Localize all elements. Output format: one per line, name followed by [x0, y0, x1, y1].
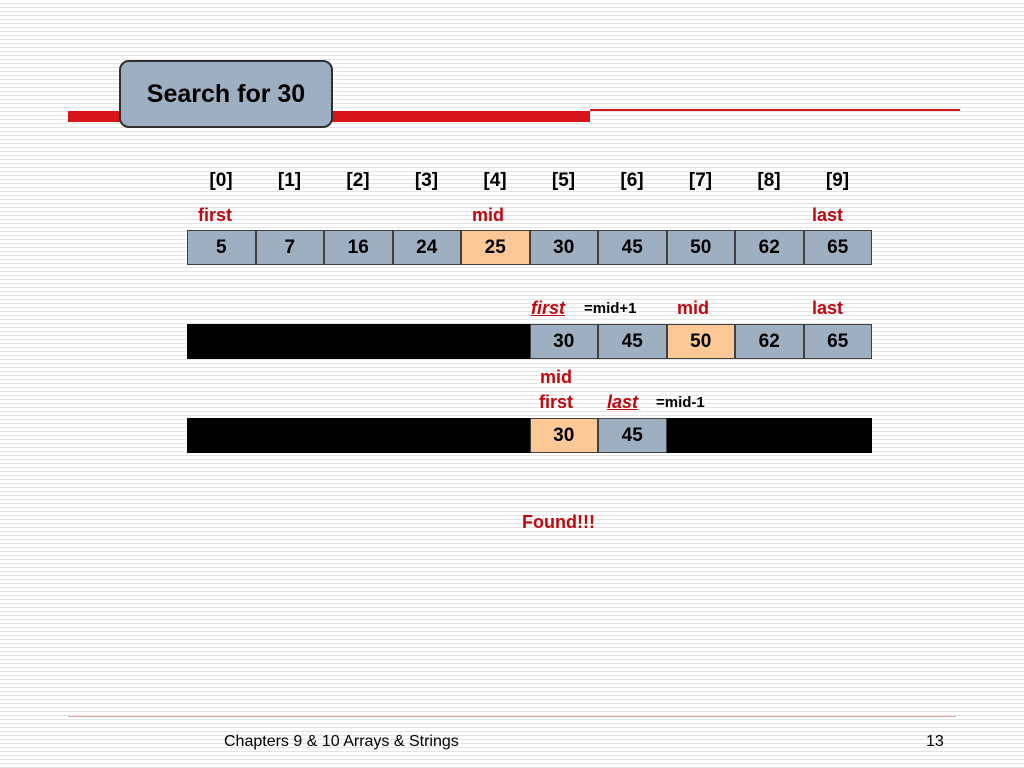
array-cell-eliminated [324, 418, 393, 453]
array-cell-eliminated [461, 324, 530, 359]
result-text: Found!!! [522, 512, 595, 532]
index-label: [3] [414, 170, 439, 191]
mid-pointer-label: mid [677, 298, 710, 318]
slide-title: Search for 30 [119, 60, 333, 128]
array-cell: 50 [667, 230, 736, 265]
array-cell-eliminated [187, 418, 256, 453]
index-label: [0] [209, 170, 233, 191]
array-cell: 30 [530, 230, 599, 265]
array-cell-eliminated [461, 418, 530, 453]
footer-divider [68, 716, 956, 717]
first-pointer-label: first [531, 298, 566, 318]
array-cell: 5 [187, 230, 256, 265]
array-cell-eliminated [256, 418, 325, 453]
array-cell: 65 [804, 324, 873, 359]
array-cell: 62 [735, 230, 804, 265]
array-row-step2 [187, 324, 872, 359]
array-cell: 65 [804, 230, 873, 265]
index-label: [6] [620, 170, 644, 191]
array-cell-eliminated [393, 324, 462, 359]
array-cell: 45 [598, 230, 667, 265]
first-pointer-label: first [539, 392, 574, 412]
array-cell-eliminated [187, 324, 256, 359]
array-cell-mid: 25 [461, 230, 530, 265]
array-cell-mid: 30 [530, 418, 599, 453]
footer-text: Chapters 9 & 10 Arrays & Strings [224, 733, 459, 750]
mid-pointer-label: mid [472, 205, 505, 225]
array-cell: 45 [598, 418, 667, 453]
index-label: [7] [688, 170, 713, 191]
last-update-note: =mid-1 [656, 394, 705, 411]
last-pointer-label: last [607, 392, 639, 412]
array-row-step3 [187, 418, 872, 453]
array-cell: 62 [735, 324, 804, 359]
first-pointer-label: first [198, 205, 233, 225]
index-label: [1] [277, 170, 302, 191]
index-label: [9] [825, 170, 850, 191]
array-cell-eliminated [804, 418, 873, 453]
array-cell-eliminated [393, 418, 462, 453]
index-label: [4] [483, 170, 507, 191]
array-cell: 24 [393, 230, 462, 265]
index-label: [8] [757, 170, 781, 191]
array-cell-eliminated [324, 324, 393, 359]
array-cell: 7 [256, 230, 325, 265]
array-cell-eliminated [256, 324, 325, 359]
page-number: 13 [926, 733, 944, 750]
array-cell-mid: 50 [667, 324, 736, 359]
last-pointer-label: last [812, 298, 844, 318]
last-pointer-label: last [812, 205, 844, 225]
index-label: [2] [346, 170, 370, 191]
title-accent-line [590, 109, 960, 111]
array-row-step1 [187, 230, 872, 265]
array-cell-eliminated [735, 418, 804, 453]
array-cell-eliminated [667, 418, 736, 453]
array-cell: 45 [598, 324, 667, 359]
array-cell: 16 [324, 230, 393, 265]
array-cell: 30 [530, 324, 599, 359]
index-label: [5] [551, 170, 576, 191]
first-update-note: =mid+1 [584, 300, 637, 317]
mid-pointer-label: mid [540, 367, 573, 387]
